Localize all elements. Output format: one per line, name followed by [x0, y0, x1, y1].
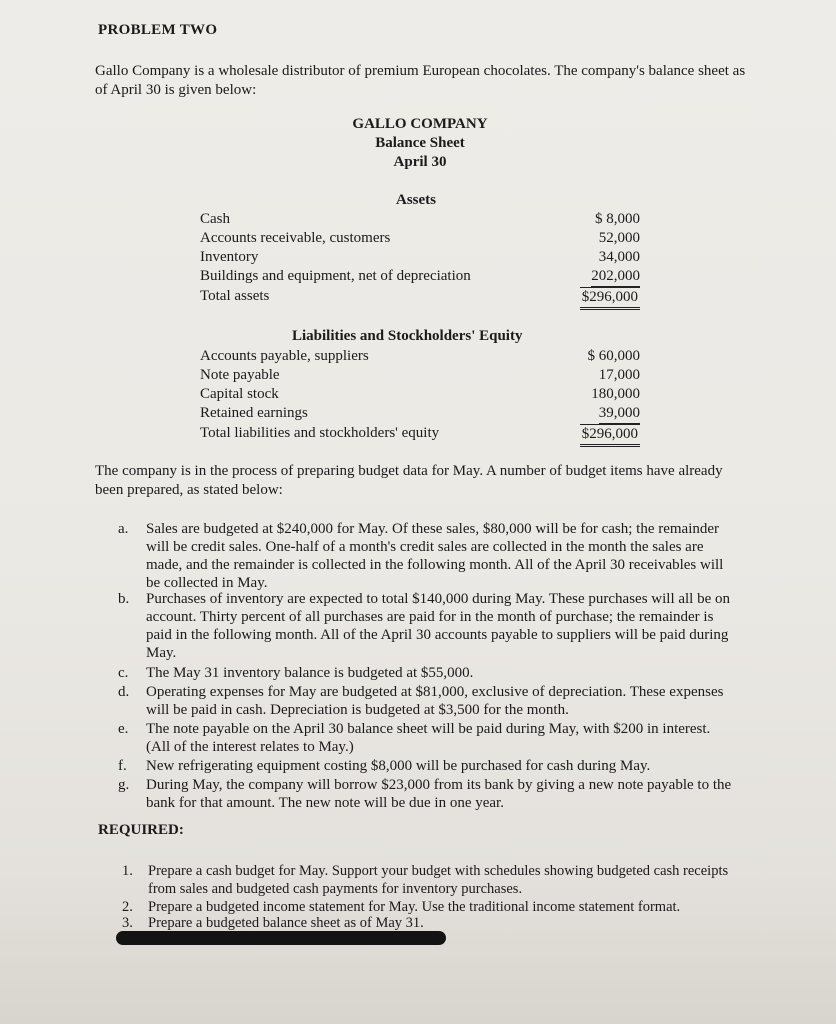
- item-letter: a.: [118, 521, 129, 537]
- required-text: Prepare a budgeted income statement for May. Use the traditional income statement format.: [148, 899, 681, 915]
- budget-item: [118, 776, 738, 812]
- problem-heading: PROBLEM TWO: [98, 22, 218, 38]
- asset-label: Total assets: [200, 288, 270, 304]
- item-letter: e.: [118, 721, 129, 737]
- item-text: The May 31 inventory balance is budgeted at $55,000.: [146, 665, 474, 681]
- redaction-mark: [116, 931, 446, 945]
- liability-total-row: [200, 424, 640, 443]
- budget-item: [118, 590, 738, 662]
- item-letter: b.: [118, 591, 130, 607]
- liabilities-heading: Liabilities and Stockholders' Equity: [292, 328, 523, 344]
- liability-row: [200, 385, 640, 404]
- liability-label: Accounts payable, suppliers: [200, 348, 369, 364]
- liability-label: Capital stock: [200, 386, 279, 402]
- item-text: New refrigerating equipment costing $8,000 will be purchased for cash during May.: [146, 758, 651, 774]
- liability-label: Total liabilities and stockholders' equity: [200, 425, 440, 441]
- asset-label: Inventory: [200, 249, 259, 265]
- asset-total-row: [200, 287, 640, 306]
- required-item: [122, 914, 742, 932]
- asset-total-amount: $296,000: [580, 287, 640, 310]
- asset-row: [200, 229, 640, 248]
- item-letter: f.: [118, 758, 127, 774]
- asset-label: Cash: [200, 211, 230, 227]
- liability-amount: 17,000: [598, 367, 640, 383]
- liability-amount: 39,000: [599, 404, 640, 424]
- budget-intro-paragraph: The company is in the process of preparing budget data for May. A number of budget items have already been prepared, as stated below:: [95, 463, 723, 498]
- budget-item: [118, 664, 738, 682]
- liability-label: Retained earnings: [200, 405, 308, 421]
- item-text: During May, the company will borrow $23,000 from its bank by giving a new note payable to the bank for that amount. The new note will be due in one year.: [146, 777, 732, 811]
- liability-amount: $ 60,000: [587, 348, 640, 364]
- statement-date: April 30: [393, 154, 447, 170]
- budget-item: [118, 720, 738, 756]
- intro-paragraph: Gallo Company is a wholesale distributor of premium European chocolates. The company's balance sheet as of April 30 is given below:: [95, 63, 746, 98]
- liability-row: [200, 404, 640, 423]
- asset-amount: 202,000: [591, 267, 640, 287]
- item-text: Operating expenses for May are budgeted at $81,000, exclusive of depreciation. These expenses will be paid in cash. Depreciation is budgeted at $3,500 for the month.: [146, 684, 724, 718]
- liability-label: Note payable: [200, 367, 280, 383]
- asset-row: [200, 210, 640, 229]
- assets-heading: Assets: [396, 192, 436, 208]
- liability-amount: 180,000: [591, 386, 640, 402]
- required-number: 2.: [122, 899, 133, 915]
- budget-item: [118, 683, 738, 719]
- asset-row: [200, 267, 640, 286]
- budget-item: [118, 757, 738, 775]
- item-text: Purchases of inventory are expected to total $140,000 during May. These purchases will all be on account. Thirty percent of all purchases are paid for in the month of purchase; the remainder is paid in the following month. All of the April 30 accounts payable to suppliers will be paid during May.: [146, 591, 731, 661]
- liability-row: [200, 347, 640, 366]
- asset-amount: $ 8,000: [595, 211, 640, 227]
- required-number: 1.: [122, 863, 133, 879]
- item-letter: g.: [118, 777, 130, 793]
- budget-item: [118, 520, 738, 592]
- asset-label: Buildings and equipment, net of depreciation: [200, 268, 471, 284]
- item-letter: d.: [118, 684, 130, 700]
- required-number: 3.: [122, 915, 133, 931]
- required-heading: REQUIRED:: [98, 822, 184, 838]
- asset-amount: 52,000: [598, 230, 640, 246]
- required-text: Prepare a cash budget for May. Support your budget with schedules showing budgeted cash receipts from sales and budgeted cash payments for inventory purchases.: [148, 863, 729, 897]
- liability-total-amount: $296,000: [580, 424, 640, 447]
- item-letter: c.: [118, 665, 129, 681]
- asset-amount: 34,000: [598, 249, 640, 265]
- required-item: [122, 862, 742, 898]
- asset-label: Accounts receivable, customers: [200, 230, 391, 246]
- statement-title: Balance Sheet: [375, 135, 465, 151]
- asset-row: [200, 248, 640, 267]
- item-text: Sales are budgeted at $240,000 for May. Of these sales, $80,000 will be for cash; the remainder will be credit sales. One-half of a month's credit sales are collected in the month the sales are made, and the remainder is collected in the following month. All of the April 30 receivables will be collected in May.: [146, 521, 724, 591]
- company-name: GALLO COMPANY: [352, 116, 488, 132]
- liability-row: [200, 366, 640, 385]
- required-text: Prepare a budgeted balance sheet as of May 31.: [148, 915, 424, 931]
- item-text: The note payable on the April 30 balance sheet will be paid during May, with $200 in interest. (All of the interest relates to May.): [146, 721, 711, 755]
